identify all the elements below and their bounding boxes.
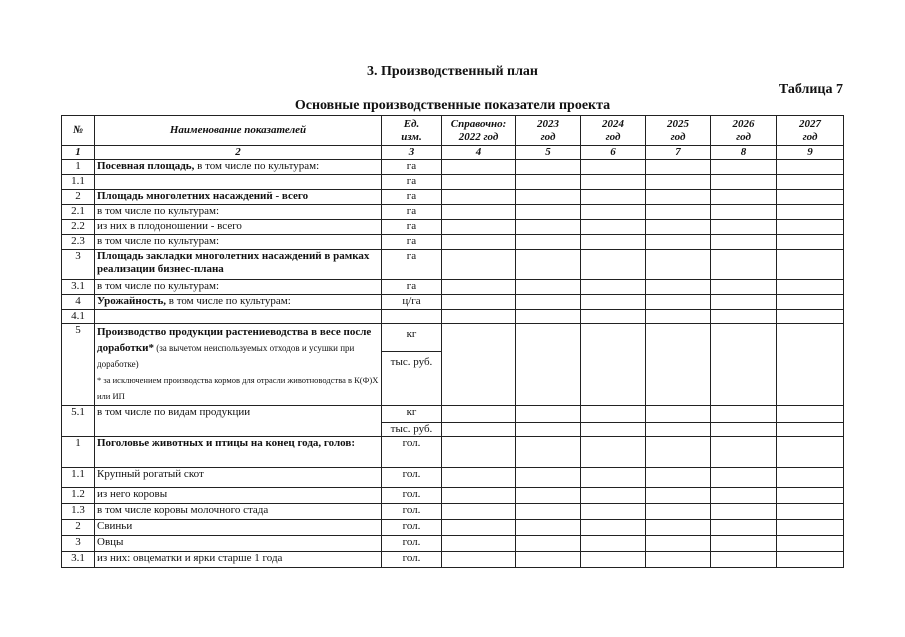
unit: кг [382, 406, 442, 423]
unit: гол. [382, 552, 442, 568]
indicator-name [95, 468, 382, 488]
indicator-name [95, 536, 382, 552]
table-row [62, 504, 844, 520]
unit: гол. [382, 488, 442, 504]
table-row [62, 468, 844, 488]
value-cell [516, 160, 581, 175]
value-cell [646, 190, 711, 205]
row-index: 4 [62, 295, 95, 310]
indicator-name [95, 552, 382, 568]
value-cell [777, 205, 844, 220]
value-cell [516, 190, 581, 205]
row-index: 1 [62, 160, 95, 175]
value-cell [777, 468, 844, 488]
value-cell [777, 295, 844, 310]
value-cell [711, 536, 777, 552]
value-cell [646, 324, 711, 406]
table-row [62, 175, 844, 190]
indicator-name-bold: Площадь закладки многолетних насаждений в рамках реализации бизнес-плана [97, 250, 370, 275]
table-row [62, 310, 844, 324]
indicator-name-bold: Поголовье животных и птицы на конец года, голов: [97, 437, 356, 449]
header-num: № [62, 116, 95, 146]
value-cell [777, 220, 844, 235]
value-cell [711, 220, 777, 235]
table-row [62, 280, 844, 295]
value-cell [646, 520, 711, 536]
column-number: 9 [777, 146, 844, 160]
value-cell [442, 235, 516, 250]
value-cell [581, 295, 646, 310]
indicator-name [95, 504, 382, 520]
value-cell [442, 437, 516, 468]
value-cell [711, 160, 777, 175]
value-cell [442, 295, 516, 310]
value-cell [646, 488, 711, 504]
table-row [62, 437, 844, 468]
value-cell [442, 205, 516, 220]
value-cell [711, 488, 777, 504]
unit: га [382, 235, 442, 250]
value-cell [581, 160, 646, 175]
value-cell [777, 190, 844, 205]
value-cell [516, 280, 581, 295]
header-reference-2022: Справочно: 2022 год [442, 116, 516, 146]
value-cell [442, 468, 516, 488]
value-cell [646, 235, 711, 250]
indicator-name-text: из них в плодоношении - всего [97, 220, 242, 232]
value-cell [516, 504, 581, 520]
value-cell [777, 160, 844, 175]
column-number: 6 [581, 146, 646, 160]
value-cell [711, 295, 777, 310]
table-row [62, 205, 844, 220]
value-cell [442, 488, 516, 504]
column-number: 2 [95, 146, 382, 160]
unit: га [382, 190, 442, 205]
column-number: 5 [516, 146, 581, 160]
value-cell [777, 437, 844, 468]
indicator-name [95, 324, 382, 406]
indicator-name [95, 520, 382, 536]
value-cell [581, 205, 646, 220]
value-cell [711, 190, 777, 205]
indicator-name-text: Овцы [97, 536, 124, 548]
value-cell [442, 324, 516, 406]
value-cell [581, 310, 646, 324]
row-index: 2 [62, 520, 95, 536]
value-cell [581, 235, 646, 250]
value-cell [516, 437, 581, 468]
row-index: 2.2 [62, 220, 95, 235]
indicator-name [95, 310, 382, 324]
indicator-name [95, 175, 382, 190]
row-index: 2.3 [62, 235, 95, 250]
section-title: 3. Производственный план [367, 64, 538, 79]
indicator-name-text: в том числе по культурам: [194, 160, 320, 172]
value-cell [777, 406, 844, 423]
value-cell [711, 324, 777, 406]
row-index: 5.1 [62, 406, 95, 437]
value-cell [777, 536, 844, 552]
value-cell [581, 488, 646, 504]
value-cell [516, 235, 581, 250]
value-cell [516, 324, 581, 406]
value-cell [516, 488, 581, 504]
indicator-name [95, 220, 382, 235]
value-cell [442, 175, 516, 190]
column-number: 3 [382, 146, 442, 160]
indicator-name-text: Свиньи [97, 520, 133, 532]
header-year-2025: 2025 год [646, 116, 711, 146]
value-cell [646, 437, 711, 468]
table-row [62, 190, 844, 205]
row-index: 3.1 [62, 280, 95, 295]
indicator-name-text: Крупный рогатый скот [97, 468, 204, 480]
indicator-name [95, 488, 382, 504]
value-cell [646, 423, 711, 437]
value-cell [581, 406, 646, 423]
value-cell [581, 190, 646, 205]
value-cell [442, 280, 516, 295]
value-cell [516, 295, 581, 310]
value-cell [777, 280, 844, 295]
header-year-2023: 2023 год [516, 116, 581, 146]
table-row [62, 250, 844, 280]
value-cell [516, 536, 581, 552]
value-cell [646, 504, 711, 520]
indicator-name-text: из него коровы [97, 488, 168, 500]
column-number: 1 [62, 146, 95, 160]
indicator-name-bold: Посевная площадь, [97, 160, 195, 172]
column-number-row [62, 146, 844, 160]
value-cell [646, 552, 711, 568]
indicator-name [95, 295, 382, 310]
unit: га [382, 250, 442, 280]
unit: га [382, 160, 442, 175]
value-cell [646, 468, 711, 488]
value-cell [777, 175, 844, 190]
unit: гол. [382, 437, 442, 468]
value-cell [711, 437, 777, 468]
indicator-name [95, 205, 382, 220]
unit: гол. [382, 536, 442, 552]
value-cell [646, 280, 711, 295]
value-cell [711, 205, 777, 220]
value-cell [516, 205, 581, 220]
row-index: 1.3 [62, 504, 95, 520]
indicator-name-text: в том числе по культурам: [97, 235, 220, 247]
header-year-2026: 2026 год [711, 116, 777, 146]
table-row [62, 406, 844, 423]
indicator-name-text: в том числе по культурам: [97, 205, 220, 217]
row-index: 4.1 [62, 310, 95, 324]
unit: гол. [382, 468, 442, 488]
value-cell [711, 235, 777, 250]
table-header-row [62, 116, 844, 146]
value-cell [442, 190, 516, 205]
table-row [62, 324, 844, 352]
value-cell [646, 310, 711, 324]
value-cell [711, 423, 777, 437]
value-cell [646, 536, 711, 552]
value-cell [581, 175, 646, 190]
unit: кг [382, 324, 442, 352]
value-cell [711, 280, 777, 295]
unit: гол. [382, 520, 442, 536]
value-cell [777, 310, 844, 324]
footnote-text: * за исключением производства кормов для отрасли животноводства в К(Ф)Х или ИП [97, 375, 379, 401]
value-cell [711, 310, 777, 324]
value-cell [581, 423, 646, 437]
value-cell [646, 250, 711, 280]
value-cell [711, 175, 777, 190]
value-cell [711, 520, 777, 536]
value-cell [777, 324, 844, 406]
table-number: Таблица 7 [778, 82, 843, 97]
header-unit: Ед. изм. [382, 116, 442, 146]
value-cell [442, 220, 516, 235]
value-cell [646, 295, 711, 310]
table-row [62, 160, 844, 175]
value-cell [777, 552, 844, 568]
row-index: 1 [62, 437, 95, 468]
value-cell [646, 406, 711, 423]
indicator-name-text: в том числе коровы молочного стада [97, 504, 269, 516]
row-index: 1.2 [62, 488, 95, 504]
value-cell [646, 175, 711, 190]
indicator-name-bold: Производство продукции растениеводства в весе после доработки* [97, 326, 372, 354]
value-cell [646, 205, 711, 220]
value-cell [581, 437, 646, 468]
unit: га [382, 175, 442, 190]
header-name: Наименование показателей [95, 116, 382, 146]
value-cell [581, 280, 646, 295]
value-cell [711, 468, 777, 488]
indicator-name-bold: Урожайность, [97, 295, 167, 307]
production-indicators-table [61, 115, 844, 568]
value-cell [516, 406, 581, 423]
value-cell [442, 160, 516, 175]
value-cell [442, 520, 516, 536]
value-cell [711, 250, 777, 280]
value-cell [516, 520, 581, 536]
value-cell [777, 235, 844, 250]
value-cell [516, 552, 581, 568]
value-cell [777, 488, 844, 504]
value-cell [442, 423, 516, 437]
indicator-name [95, 437, 382, 468]
value-cell [711, 552, 777, 568]
value-cell [581, 250, 646, 280]
indicator-name: в том числе по видам продукции [95, 406, 382, 437]
indicator-name-text: из них: овцематки и ярки старше 1 года [97, 552, 283, 564]
value-cell [516, 175, 581, 190]
unit: тыс. руб. [382, 423, 442, 437]
unit: га [382, 205, 442, 220]
unit: га [382, 280, 442, 295]
value-cell [442, 250, 516, 280]
table-row [62, 488, 844, 504]
value-cell [516, 220, 581, 235]
value-cell [516, 468, 581, 488]
row-index: 5 [62, 324, 95, 406]
row-index: 2 [62, 190, 95, 205]
value-cell [777, 504, 844, 520]
column-number: 7 [646, 146, 711, 160]
table-row [62, 536, 844, 552]
value-cell [581, 220, 646, 235]
value-cell [581, 552, 646, 568]
value-cell [516, 250, 581, 280]
value-cell [646, 220, 711, 235]
indicator-name [95, 235, 382, 250]
indicator-name [95, 250, 382, 280]
column-number: 8 [711, 146, 777, 160]
row-index: 1.1 [62, 175, 95, 190]
table-row [62, 552, 844, 568]
value-cell [777, 520, 844, 536]
unit: гол. [382, 504, 442, 520]
indicator-name-text: в том числе по культурам: [97, 280, 220, 292]
indicator-name [95, 190, 382, 205]
value-cell [777, 250, 844, 280]
table-row [62, 295, 844, 310]
header-year-2024: 2024 год [581, 116, 646, 146]
row-index: 3 [62, 250, 95, 280]
table-row [62, 220, 844, 235]
header-year-2027: 2027 год [777, 116, 844, 146]
table-row [62, 235, 844, 250]
table-row [62, 520, 844, 536]
value-cell [442, 504, 516, 520]
indicator-name [95, 280, 382, 295]
row-index: 2.1 [62, 205, 95, 220]
value-cell [442, 310, 516, 324]
value-cell [777, 423, 844, 437]
column-number: 4 [442, 146, 516, 160]
value-cell [581, 520, 646, 536]
indicator-name-text: в том числе по культурам: [166, 295, 291, 307]
table-caption: Основные производственные показатели проекта [294, 98, 611, 113]
value-cell [516, 310, 581, 324]
value-cell [442, 406, 516, 423]
unit [382, 310, 442, 324]
value-cell [516, 423, 581, 437]
value-cell [442, 552, 516, 568]
row-index: 1.1 [62, 468, 95, 488]
value-cell [711, 504, 777, 520]
unit: га [382, 220, 442, 235]
value-cell [581, 504, 646, 520]
value-cell [581, 536, 646, 552]
value-cell [646, 160, 711, 175]
row-index: 3.1 [62, 552, 95, 568]
value-cell [581, 324, 646, 406]
value-cell [581, 468, 646, 488]
value-cell [711, 406, 777, 423]
indicator-name [95, 160, 382, 175]
indicator-name-text: (за вычетом неиспользуемых отходов и усушки при доработке) [97, 343, 355, 369]
unit: тыс. руб. [382, 352, 442, 406]
indicator-name-bold: Площадь многолетних насаждений - всего [97, 190, 309, 202]
value-cell [442, 536, 516, 552]
row-index: 3 [62, 536, 95, 552]
unit: ц/га [382, 295, 442, 310]
